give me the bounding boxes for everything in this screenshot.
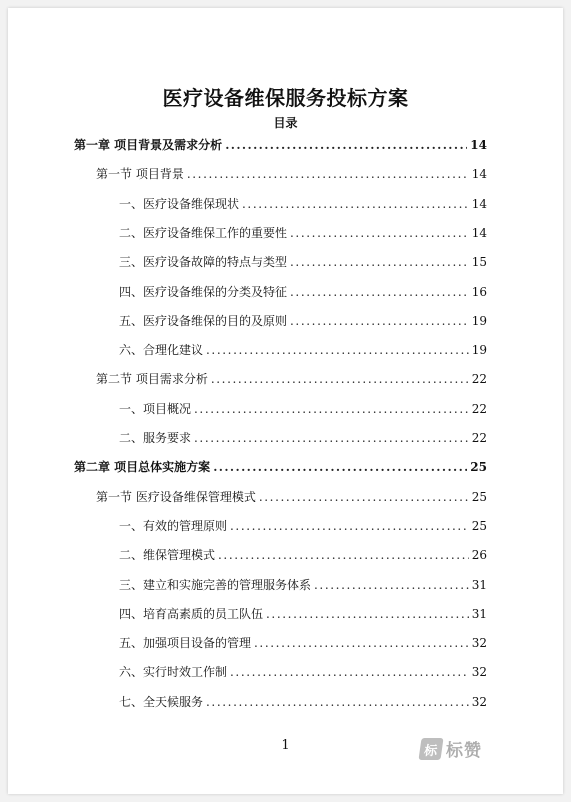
toc-leader-dots	[290, 284, 469, 300]
toc-entry-label: 六、实行时效工作制	[119, 665, 228, 679]
toc-entry[interactable]	[119, 547, 487, 563]
toc-heading: 目录	[273, 116, 298, 130]
toc-leader-dots	[230, 518, 469, 534]
toc-entry-page: 14	[471, 197, 487, 211]
toc-entry[interactable]	[119, 577, 487, 593]
toc-leader-dots	[314, 577, 469, 593]
toc-entry-page: 32	[471, 636, 487, 650]
toc-entry-page: 32	[471, 665, 487, 679]
toc-leader-dots	[194, 430, 469, 446]
toc-leader-dots	[218, 547, 469, 563]
toc-leader-dots	[206, 694, 469, 710]
watermark-logo	[420, 736, 482, 761]
toc-entry-label: 三、建立和实施完善的管理服务体系	[119, 578, 312, 592]
toc-entry-label: 第一节 项目背景	[96, 167, 184, 181]
toc-leader-dots	[194, 401, 469, 417]
toc-entry-page: 25	[471, 519, 487, 533]
document-title: 医疗设备维保服务投标方案	[162, 86, 409, 110]
toc-entry-page: 16	[471, 285, 487, 299]
toc-entry-page: 25	[471, 490, 487, 504]
toc-leader-dots	[225, 137, 467, 153]
toc-entry[interactable]	[119, 254, 487, 270]
toc-entry-page: 14	[471, 167, 487, 181]
toc-entry-label: 第一节 医疗设备维保管理模式	[96, 490, 256, 504]
toc-entry-label: 七、全天候服务	[119, 695, 204, 709]
toc-entry[interactable]	[74, 459, 487, 475]
toc-leader-dots	[211, 371, 469, 387]
toc-entry-page: 31	[471, 578, 487, 592]
toc-entry-page: 19	[471, 314, 487, 328]
toc-entry-page: 31	[471, 607, 487, 621]
toc-leader-dots	[187, 166, 469, 182]
watermark-text: 标赞	[446, 741, 482, 761]
toc-leader-dots	[230, 664, 469, 680]
toc-entry-page: 19	[471, 343, 487, 357]
toc-leader-dots	[259, 489, 469, 505]
toc-entry[interactable]	[74, 137, 487, 153]
toc-leader-dots	[290, 254, 469, 270]
toc-entry[interactable]	[119, 401, 487, 417]
toc-entry[interactable]	[96, 166, 487, 182]
toc-entry-label: 第二章 项目总体实施方案	[74, 460, 211, 474]
toc-leader-dots	[266, 606, 469, 622]
toc-entry-page: 32	[471, 695, 487, 709]
toc-entry[interactable]	[96, 371, 487, 387]
toc-entry-page: 14	[471, 226, 487, 240]
toc-entry-label: 五、加强项目设备的管理	[119, 636, 252, 650]
toc-entry-page: 14	[470, 138, 487, 152]
toc-entry-label: 二、维保管理模式	[119, 548, 216, 562]
toc-entry[interactable]	[119, 342, 487, 358]
toc-entry-page: 22	[471, 402, 487, 416]
toc-entry-page: 26	[471, 548, 487, 562]
toc-entry-label: 第二节 项目需求分析	[96, 372, 208, 386]
toc-entry[interactable]	[119, 518, 487, 534]
table-of-contents	[8, 8, 563, 794]
toc-entry-label: 二、医疗设备维保工作的重要性	[119, 226, 288, 240]
toc-entry-label: 一、项目概况	[119, 402, 192, 416]
toc-entry-page: 15	[471, 255, 487, 269]
toc-entry-label: 一、有效的管理原则	[119, 519, 228, 533]
toc-entry-label: 四、医疗设备维保的分类及特征	[119, 285, 288, 299]
toc-leader-dots	[254, 635, 469, 651]
toc-entry-label: 三、医疗设备故障的特点与类型	[119, 255, 288, 269]
toc-entry-page: 25	[470, 460, 487, 474]
toc-leader-dots	[206, 342, 469, 358]
toc-entry[interactable]	[119, 225, 487, 241]
toc-leader-dots	[242, 196, 469, 212]
toc-entry-label: 四、培育高素质的员工队伍	[119, 607, 264, 621]
toc-entry-label: 二、服务要求	[119, 431, 192, 445]
toc-entry-label: 第一章 项目背景及需求分析	[74, 138, 223, 152]
toc-entry[interactable]	[119, 606, 487, 622]
toc-entry[interactable]	[119, 664, 487, 680]
toc-entry[interactable]	[119, 635, 487, 651]
watermark-icon: 标	[418, 738, 443, 760]
toc-entry[interactable]	[96, 489, 487, 505]
toc-leader-dots	[290, 313, 469, 329]
toc-leader-dots	[290, 225, 469, 241]
toc-entry-page: 22	[471, 431, 487, 445]
toc-entry[interactable]	[119, 284, 487, 300]
toc-entry[interactable]	[119, 313, 487, 329]
toc-entry-label: 五、医疗设备维保的目的及原则	[119, 314, 288, 328]
toc-entry[interactable]	[119, 694, 487, 710]
toc-entry-page: 22	[471, 372, 487, 386]
toc-entry[interactable]	[119, 430, 487, 446]
document-page	[8, 8, 563, 794]
page-number: 1	[281, 738, 290, 753]
toc-entry-label: 一、医疗设备维保现状	[119, 197, 240, 211]
toc-entry-label: 六、合理化建议	[119, 343, 204, 357]
toc-leader-dots	[213, 459, 467, 475]
toc-entry[interactable]	[119, 196, 487, 212]
